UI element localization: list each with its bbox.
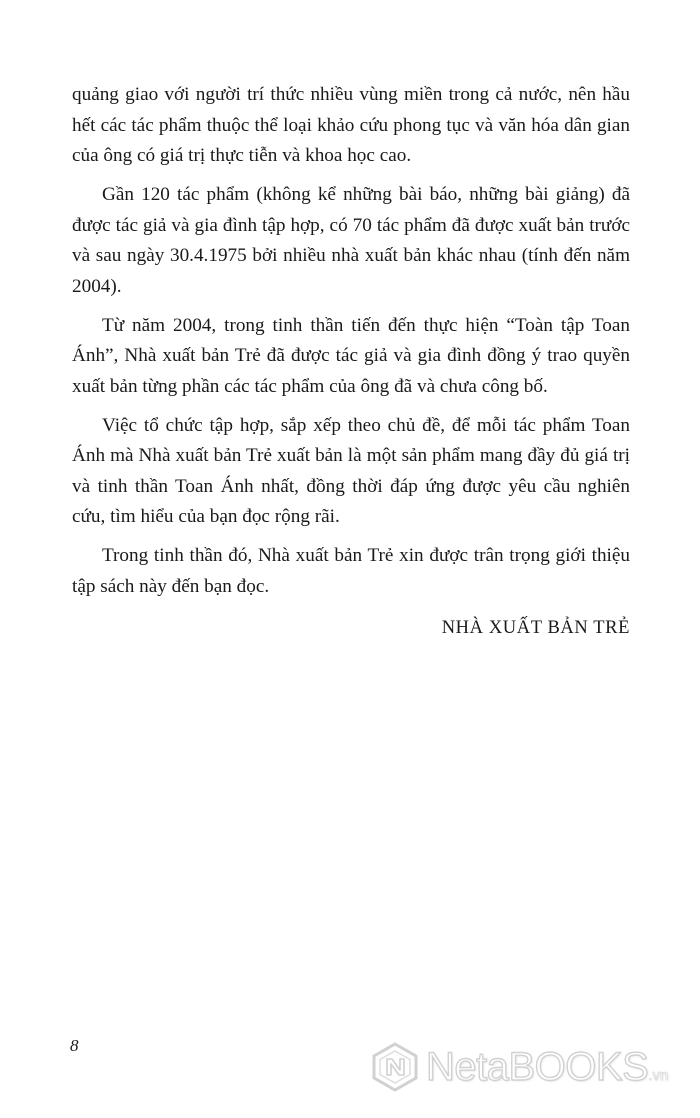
publisher-signature: NHÀ XUẤT BẢN TRẺ bbox=[441, 618, 630, 638]
body-text bbox=[72, 80, 630, 611]
watermark-suffix: .vn bbox=[648, 1067, 669, 1084]
page-number: 8 bbox=[70, 1036, 79, 1055]
paragraph-2: Gần 120 tác phẩm (không kể những bài báo, những bài giảng) đã được tác giả và gia đình tập hợp, có 70 tác phẩm đã được xuất bản trước và sau ngày 30.4.1975 bởi nhiều nhà xuất bản khác nhau (tính đến năm 2004). bbox=[72, 184, 630, 297]
watermark-text bbox=[426, 1042, 668, 1101]
netabooks-logo-icon bbox=[370, 1042, 420, 1092]
paragraph-3: Từ năm 2004, trong tinh thần tiến đến thực hiện “Toàn tập Toan Ánh”, Nhà xuất bản Trẻ đã được tác giả và gia đình đồng ý trao quyền xuất bản từng phần các tác phẩm của ông đã và chưa công bố. bbox=[72, 314, 630, 397]
paragraph-1: quảng giao với người trí thức nhiều vùng miền trong cả nước, nên hầu hết các tác phẩm thuộc thể loại khảo cứu phong tục và văn hóa dân gian của ông có giá trị thực tiễn và khoa học cao. bbox=[72, 84, 630, 166]
watermark bbox=[370, 1038, 695, 1096]
paragraph-4: Việc tổ chức tập hợp, sắp xếp theo chủ đề, để mỗi tác phẩm Toan Ánh mà Nhà xuất bản Trẻ xuất bản là một sản phẩm mang đầy đủ giá trị và tinh thần Toan Ánh nhất, đồng thời đáp ứng được yêu cầu nghiên cứu, tìm hiểu của bạn đọc rộng rãi. bbox=[72, 414, 630, 527]
paragraph-5: Trong tinh thần đó, Nhà xuất bản Trẻ xin được trân trọng giới thiệu tập sách này đến bạn đọc. bbox=[72, 545, 630, 597]
watermark-brand: NetaBOOKS bbox=[426, 1045, 649, 1089]
